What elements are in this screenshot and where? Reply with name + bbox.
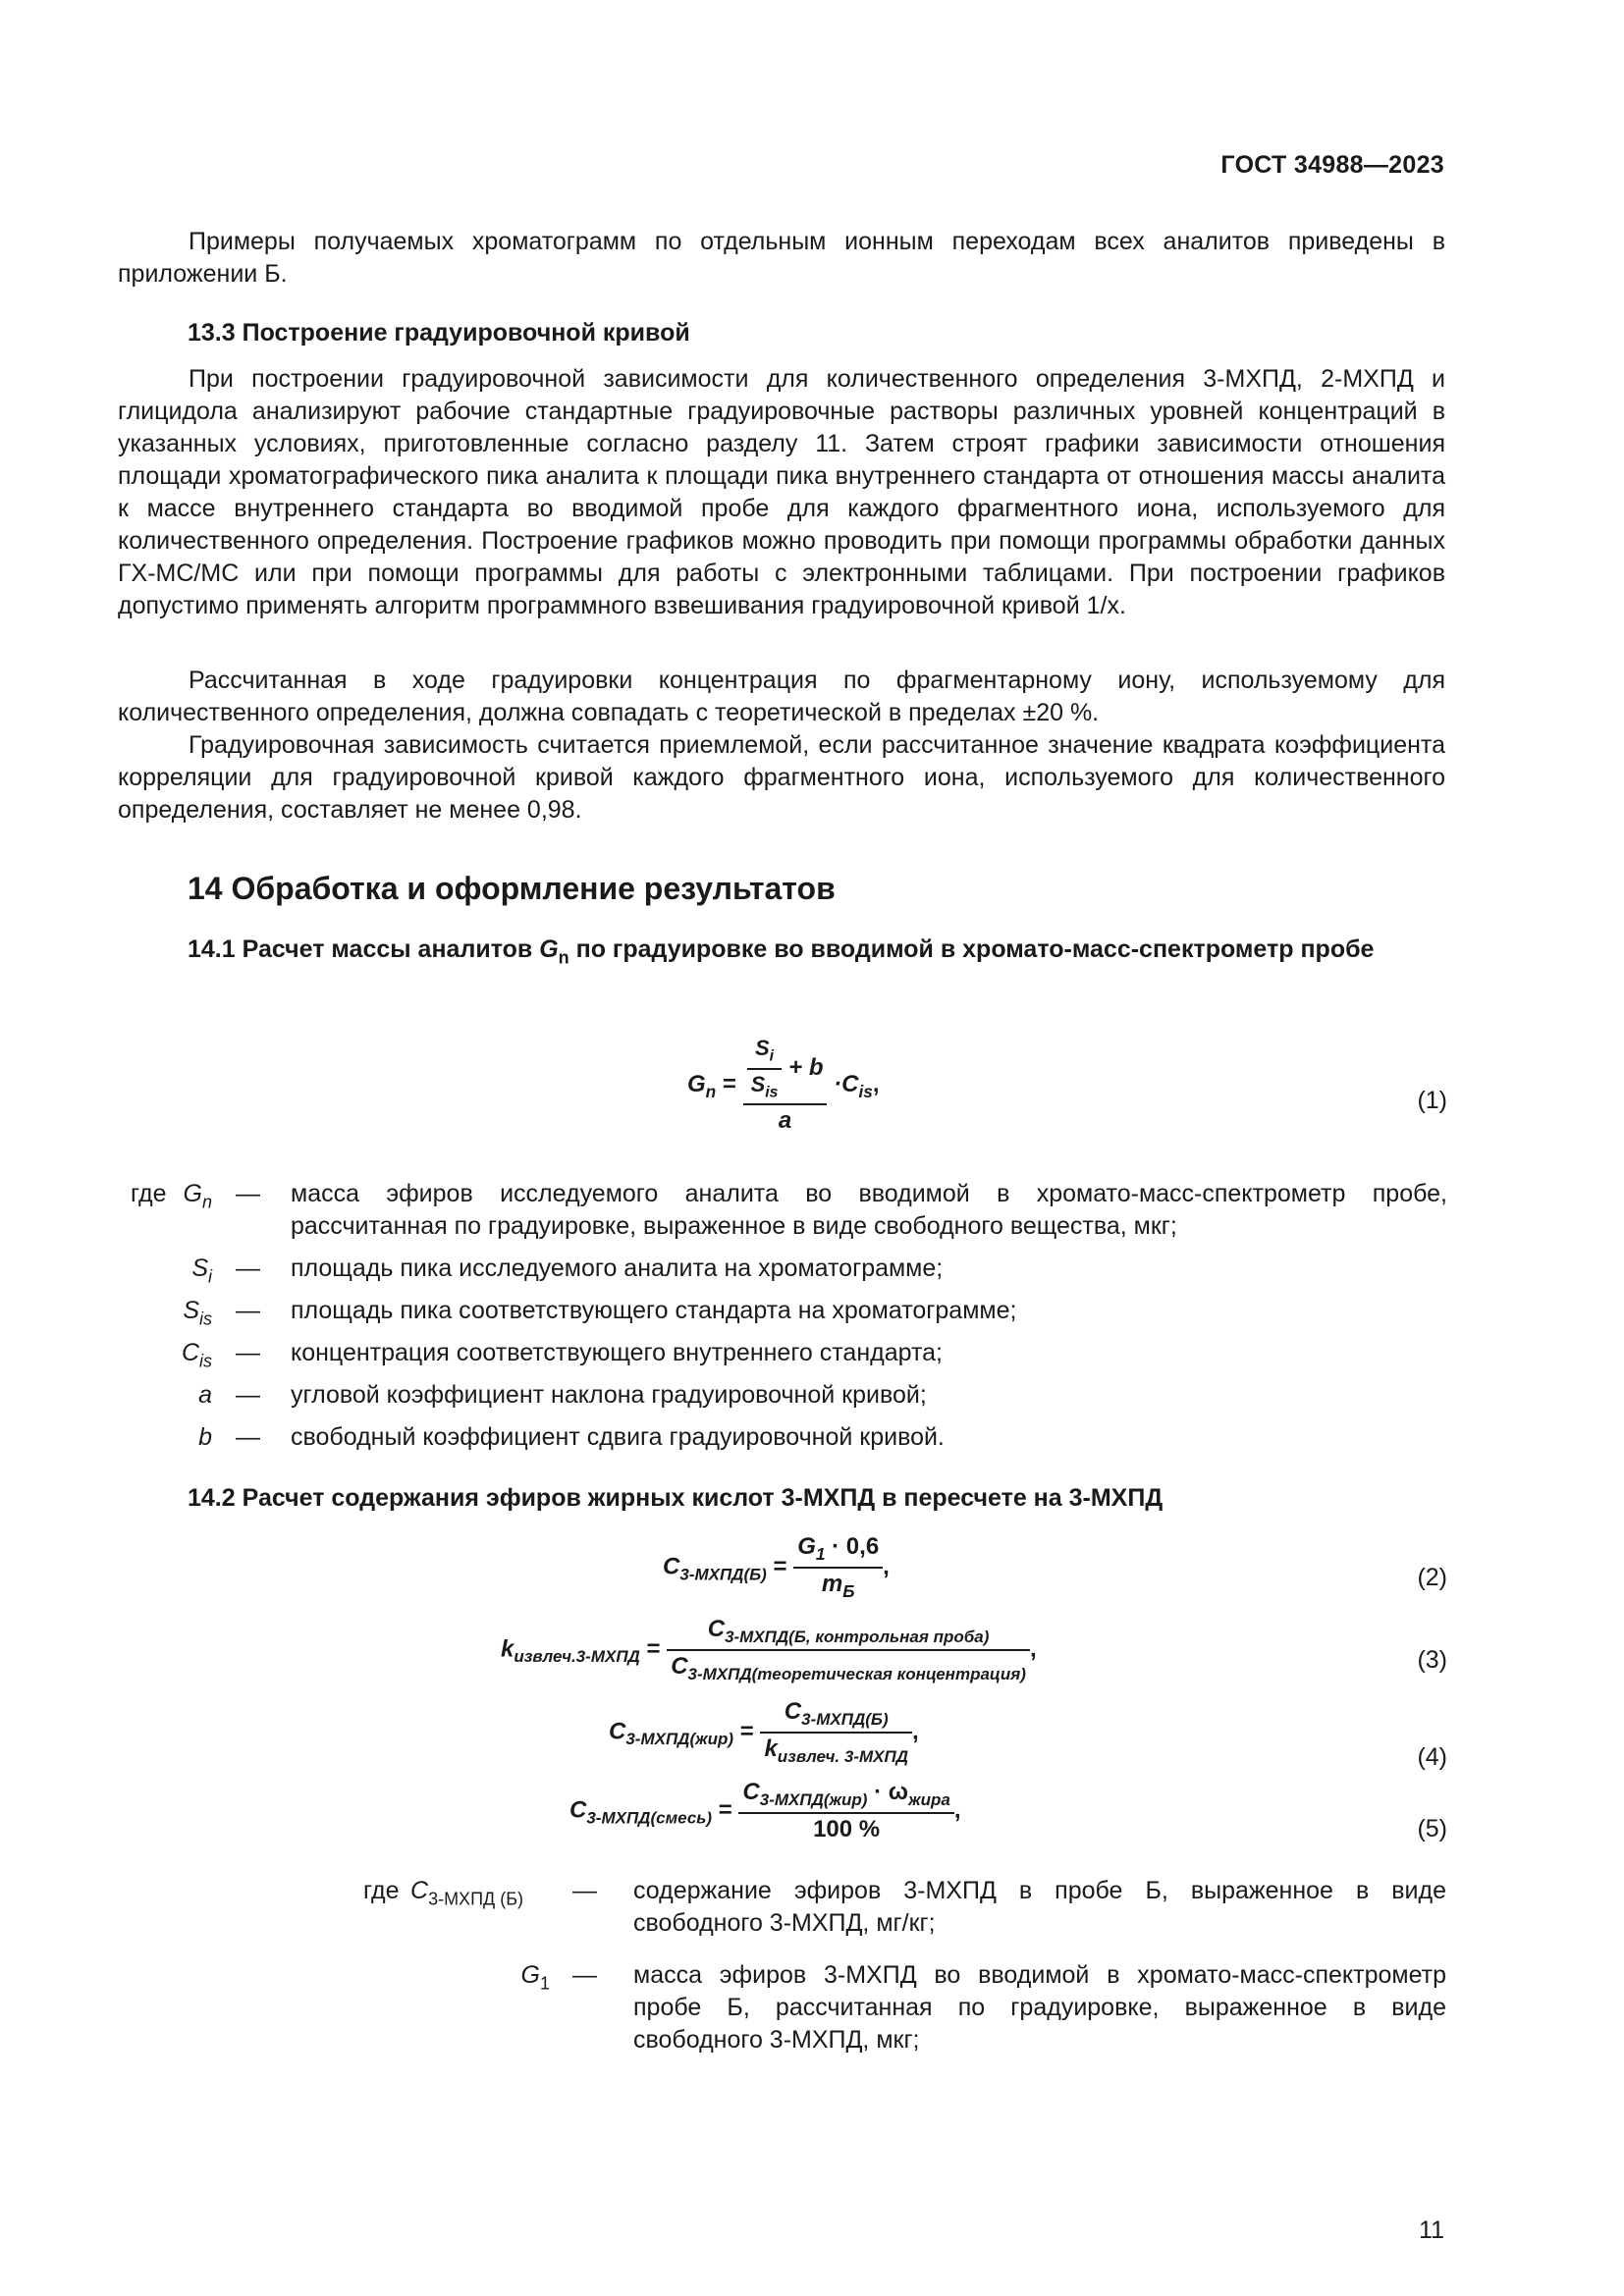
- section-13-3-paragraph-1: При построении градуировочной зависимости для количественного определения 3-МХПД, 2-МХПД и глицидола анализируют рабочие стандартные градуировочные растворы различных уровней концентраций в указанных условиях, приготовленные согласно разделу 11. Затем строят графики зависимости отношения площади хроматографического пика аналита к площади пика внутреннего стандарта от отношения массы аналита к массе внутреннего стандарта во вводимой пробе для каждого фрагментного иона, используемого для количественного определения. Построение графиков можно проводить при помощи программы обработки данных ГХ-МС/МС или при помощи программы для работы с электронными таблицами. При построении графиков допустимо применять алгоритм программного взвешивания градуировочной кривой 1/x.: [118, 365, 1445, 619]
- equation-number-4: (4): [1417, 1743, 1447, 1771]
- where-label: где: [131, 1180, 167, 1207]
- section-14-title: 14 Обработка и оформление результатов: [188, 871, 836, 906]
- section-13-3-title: 13.3 Построение градуировочной кривой: [188, 319, 690, 347]
- formula-4: $C_{3-МХПД(жир)}$ = $\frac{C_{3-МХПД(Б)}}{k_{извлеч. 3-МХПД}}$ ,: [609, 1698, 919, 1766]
- definitions-list-1: где $G_n$ — масса эфиров исследуемого аналита во вводимой в хромато-масс-спектрометр пробе, рассчитанная по градуировке, выраженное в виде свободного вещества, мкг; $S_i$ — площадь пика исследуемого аналита на хроматограмме; $S_{is}$ — площадь пика соответствующего стандарта на хроматограмме; $C_{is}$ — концентрация соответствующего внутреннего стандарта; a — угловой коэффициент наклона градуировочной кривой; b — свободный коэффициент сдвига градуировочной кривой.: [131, 1180, 1447, 1451]
- formula-1: $G_n$ = $\frac{S_i}{S_{is}}$ + b a $\cdot C_{is}$,: [687, 1036, 880, 1135]
- definitions-list-2: где $C_{3-МХПД (Б)}$ — содержание эфиров 3-МХПД в пробе Б, выраженное в виде свободного 3-МХПД, мг/кг; $G_1$ — масса эфиров 3-МХПД во вводимой в хромато-масс-спектрометр пробе Б, рассчитанная по градуировке, выраженное в виде свободного 3-МХПД, мкг;: [363, 1877, 1446, 2054]
- section-13-3-paragraph-2: Рассчитанная в ходе градуировки концентрация по фрагментарному иону, используемому для количественного определения, должна совпадать с теоретической в пределах ±20 %.: [118, 667, 1445, 726]
- section-13-3-paragraph-3: Градуировочная зависимость считается приемлемой, если рассчитанное значение квадрата коэффициента корреляции для градуировочной кривой каждого фрагментного иона, используемого для количественного определения, составляет не менее 0,98.: [118, 731, 1445, 824]
- section-14-1-title: 14.1 Расчет массы аналитов $G_n$ по градуировке во вводимой в хромато-масс-спектрометр пробе: [188, 935, 1375, 968]
- formula-1-fraction: $\frac{S_i}{S_{is}}$ + b a: [743, 1036, 828, 1135]
- formula-2: $C_{3-МХПД(Б)}$ = $\frac{G_1 \cdot 0,6}{m_Б}$ ,: [663, 1533, 890, 1602]
- formula-5: $C_{3-МХПД(смесь)}$ = $\frac{C_{3-МХПД(жир)} \cdot \omega_{жира}}{100 \%}$ ,: [569, 1779, 961, 1842]
- equation-number-5: (5): [1417, 1815, 1447, 1842]
- equation-number-1: (1): [1417, 1087, 1447, 1114]
- standard-number: ГОСТ 34988—2023: [1220, 151, 1444, 179]
- equation-number-2: (2): [1417, 1564, 1447, 1591]
- formula-3: $k_{извлеч.3-МХПД}$ = $\frac{C_{3-МХПД(Б, контрольная проба)}}{C_{3-МХПД(теоретическая концентрация)}}$ ,: [501, 1616, 1037, 1683]
- intro-paragraph: Примеры получаемых хроматограмм по отдельным ионным переходам всех аналитов приведены в приложении Б.: [118, 228, 1445, 288]
- page-number: 11: [1419, 2216, 1444, 2244]
- equation-number-3: (3): [1417, 1646, 1447, 1674]
- section-14-2-title: 14.2 Расчет содержания эфиров жирных кислот 3-МХПД в пересчете на 3-МХПД: [188, 1484, 1164, 1512]
